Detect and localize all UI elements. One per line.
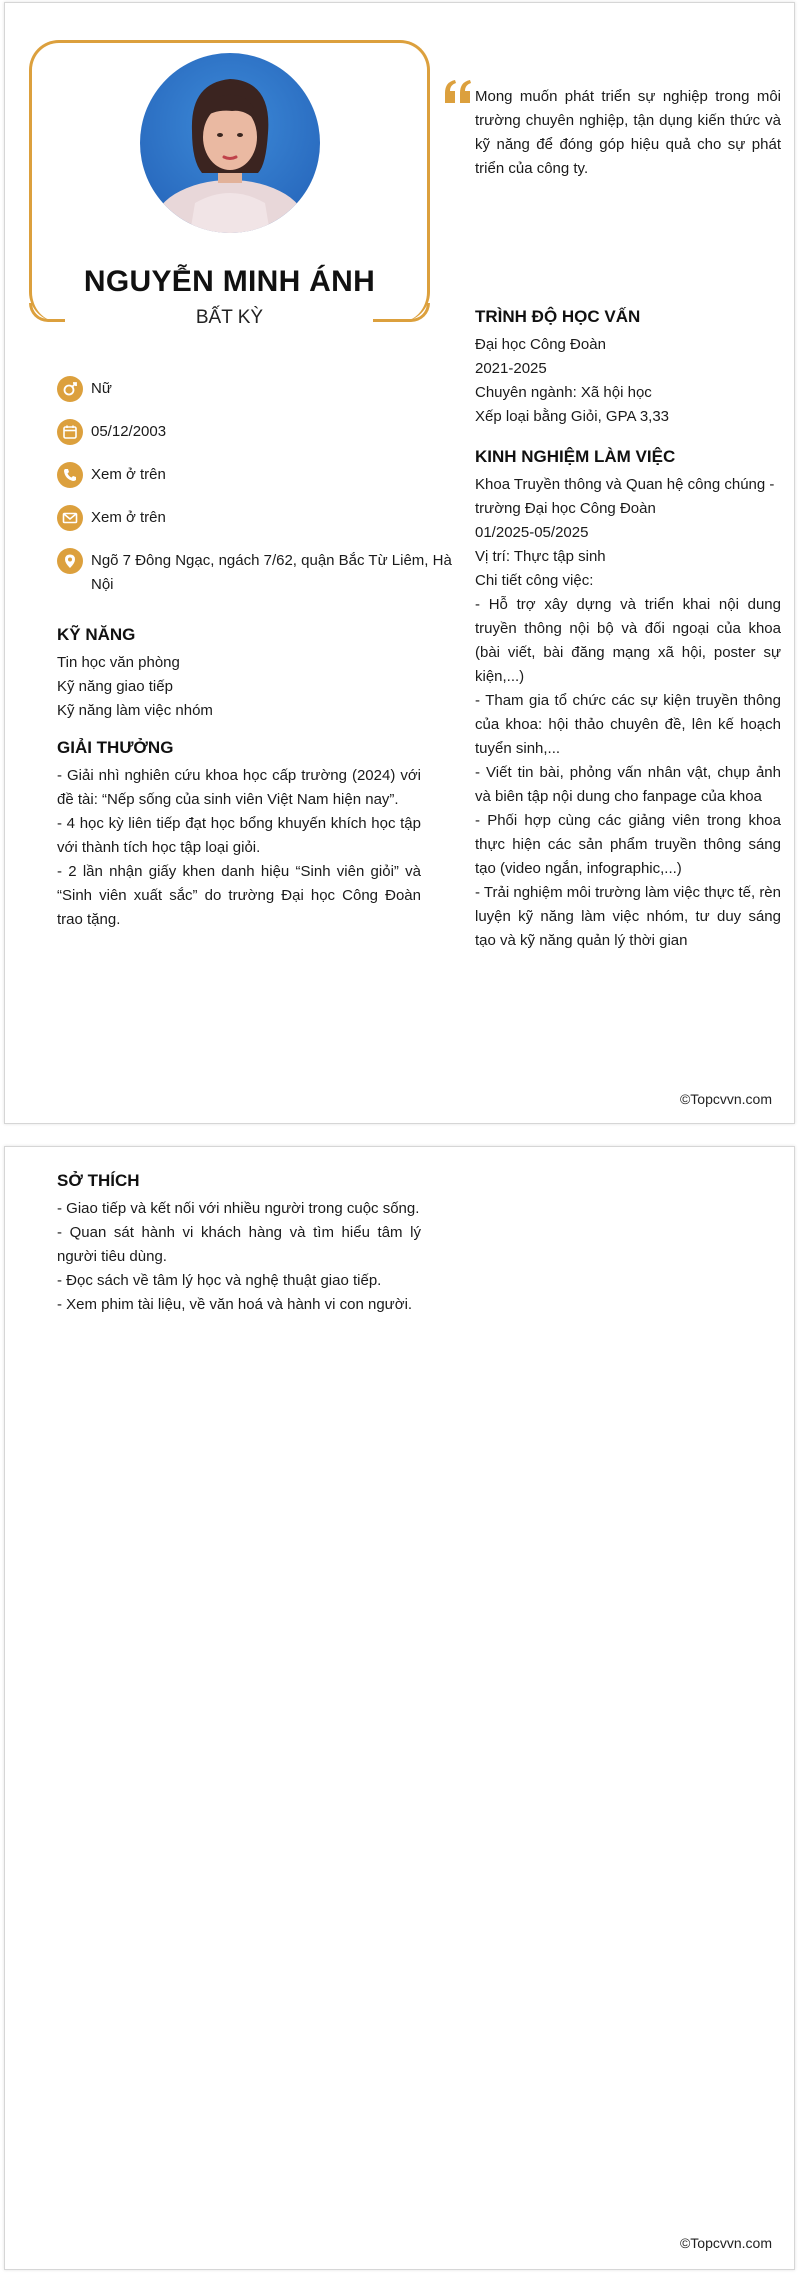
experience-company: Khoa Truyền thông và Quan hệ công chúng - trường Đại học Công Đoàn: [475, 476, 775, 517]
calendar-icon: [57, 419, 83, 445]
footer-watermark: ©Topcvvn.com: [679, 1091, 772, 1107]
contact-birthday: [57, 420, 457, 445]
education-school: Đại học Công Đoàn: [475, 336, 606, 353]
experience-detail: - Hỗ trợ xây dựng và triển khai nội dung truyền thông nội bộ và đối ngoại của khoa (bài viết, bài đăng mạng xã hội, poster sự kiện,...): [475, 596, 781, 685]
experience-detail: - Viết tin bài, phỏng vấn nhân vật, chụp ảnh và biên tập nội dung cho fanpage của khoa: [475, 764, 781, 805]
experience-title: KINH NGHIỆM LÀM VIỆC: [475, 447, 676, 466]
contact-email-text: Xem ở trên: [91, 509, 166, 526]
phone-icon: [57, 462, 83, 488]
quote-icon: [443, 77, 473, 107]
award-item: - 2 lần nhận giấy khen danh hiệu “Sinh viên giỏi” và “Sinh viên xuất sắc” do trường Đại học Công Đoàn trao tặng.: [57, 863, 421, 928]
experience-detail: - Trải nghiệm môi trường làm việc thực tế, rèn luyện kỹ năng làm việc nhóm, tư duy sáng tạo và kỹ năng quản lý thời gian: [475, 884, 781, 949]
gender-icon: [57, 376, 83, 402]
skills-title: KỸ NĂNG: [57, 625, 136, 644]
contact-address-text: Ngõ 7 Đông Ngạc, ngách 7/62, quận Bắc Từ Liêm, Hà Nội: [91, 552, 452, 593]
hobbies-section: [57, 1171, 421, 1317]
contact-address: [57, 549, 457, 597]
contact-gender-text: Nữ: [91, 380, 112, 397]
skills-item: Kỹ năng làm việc nhóm: [57, 702, 213, 719]
experience-detail: - Phối hợp cùng các giảng viên trong khoa thực hiện các sản phẩm truyền thông sáng tạo (video ngắn, infographic,...): [475, 812, 781, 877]
award-item: - Giải nhì nghiên cứu khoa học cấp trường (2024) với đề tài: “Nếp sống của sinh viên Việt Nam hiện nay”.: [57, 767, 421, 808]
contact-list: [57, 377, 457, 615]
avatar: [140, 53, 320, 233]
cv-page-2: [4, 1146, 795, 2270]
skills-item: Kỹ năng giao tiếp: [57, 678, 173, 695]
hobby-item: - Xem phim tài liệu, về văn hoá và hành vi con người.: [57, 1296, 413, 1313]
skills-item: Tin học văn phòng: [57, 654, 180, 671]
education-grade: Xếp loại bằng Giỏi, GPA 3,33: [475, 408, 670, 425]
cv-page-1: [4, 2, 795, 1124]
education-major: Chuyên ngành: Xã hội học: [475, 384, 652, 401]
hobby-item: - Quan sát hành vi khách hàng và tìm hiểu tâm lý người tiêu dùng.: [57, 1224, 421, 1265]
award-item: - 4 học kỳ liên tiếp đạt học bổng khuyến khích học tập với thành tích học tập loại giỏi.: [57, 815, 421, 856]
hobby-item: - Giao tiếp và kết nối với nhiều người trong cuộc sống.: [57, 1200, 420, 1217]
experience-detail: - Tham gia tổ chức các sự kiện truyền thông của khoa: hội thảo chuyên đề, lên kế hoạch tuyển sinh,...: [475, 692, 781, 757]
education-section: [475, 307, 781, 429]
experience-role: Vị trí: Thực tập sinh: [475, 548, 606, 565]
contact-email: [57, 506, 457, 531]
email-icon: [57, 505, 83, 531]
footer-watermark: ©Topcvvn.com: [679, 2235, 772, 2251]
hobby-item: - Đọc sách về tâm lý học và nghệ thuật giao tiếp.: [57, 1272, 382, 1289]
contact-phone-text: Xem ở trên: [91, 466, 166, 483]
desired-position: BẤT KỲ: [195, 307, 264, 328]
career-objective: Mong muốn phát triển sự nghiệp trong môi trường chuyên nghiệp, tận dụng kiến thức và kỹ năng để đóng góp hiệu quả cho sự phát triển của công ty.: [475, 88, 781, 177]
experience-details-label: Chi tiết công việc:: [475, 572, 594, 589]
awards-title: GIẢI THƯỞNG: [57, 738, 174, 757]
contact-phone: [57, 463, 457, 488]
awards-section: [57, 738, 421, 932]
avatar-portrait-icon: [140, 53, 320, 233]
education-title: TRÌNH ĐỘ HỌC VẤN: [475, 307, 641, 326]
experience-period: 01/2025-05/2025: [475, 524, 589, 541]
candidate-name: NGUYỄN MINH ÁNH: [83, 265, 376, 298]
hobbies-title: SỞ THÍCH: [57, 1171, 140, 1190]
contact-gender: [57, 377, 457, 402]
skills-section: [57, 625, 421, 723]
experience-section: [475, 447, 781, 953]
education-period: 2021-2025: [475, 360, 547, 377]
contact-birthday-text: 05/12/2003: [91, 423, 167, 440]
location-icon: [57, 548, 83, 574]
